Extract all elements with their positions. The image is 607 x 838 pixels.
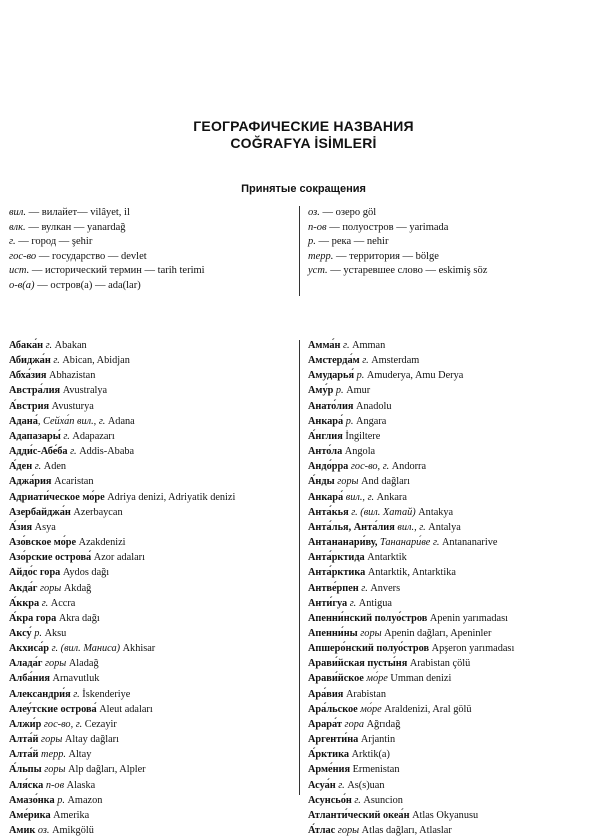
dictionary-entry [308, 778, 604, 793]
entry-headword: Азо́рские острова́ [9, 552, 92, 564]
dictionary-entry [308, 414, 604, 429]
dictionary-entry [308, 444, 604, 459]
entry-translation: Abican, Abidjan [59, 355, 130, 367]
entry-translation: Ağrıdağ [364, 718, 401, 730]
entry-headword: А́тлас [308, 825, 336, 836]
entry-note: г. [359, 355, 369, 367]
dictionary-entry [9, 596, 297, 611]
entry-headword: А́рктика [308, 749, 350, 761]
entry-note: г. [50, 355, 60, 367]
entry-headword: Азербайджа́н [9, 506, 71, 518]
entry-translation: Amuderya, Amu Derya [364, 370, 464, 382]
entry-note: мо́ре [363, 673, 388, 685]
entry-headword: А́встрия [9, 400, 50, 412]
dictionary-entry [9, 656, 297, 671]
entry-translation: Accra [48, 597, 76, 609]
dictionary-entry [9, 474, 297, 489]
entries-right-column [308, 338, 604, 838]
entry-translation: Apenin dağları, Apeninler [381, 627, 492, 639]
abbreviation-line [9, 206, 289, 221]
entry-headword: Аму́р [308, 385, 334, 397]
entry-headword: Алта́й [9, 749, 39, 761]
dictionary-entry [9, 565, 297, 580]
entry-translation: Arnavutluk [49, 673, 100, 685]
entry-translation: Apşeron yarımadası [429, 643, 515, 655]
abbreviation-key: р. [308, 236, 316, 248]
abbreviation-line [9, 264, 289, 279]
entry-headword: Ара́вия [308, 688, 344, 700]
dictionary-entry [308, 762, 604, 777]
dictionary-entry [9, 535, 297, 550]
entry-note: г. [340, 340, 350, 351]
entry-headword: Александри́я [9, 688, 71, 700]
entry-translation: Amerika [50, 809, 90, 821]
abbreviation-key: гос-во [9, 250, 37, 262]
dictionary-entry [308, 656, 604, 671]
entry-headword: Атланти́ческий океа́н [308, 809, 410, 821]
abbreviation-key: терр. [308, 250, 334, 262]
entry-translation: Arabistan [343, 688, 386, 700]
dictionary-entry [308, 581, 604, 596]
abbreviation-key: п-ов [308, 221, 327, 233]
dictionary-entry [9, 520, 297, 535]
entry-note: г. [347, 597, 357, 609]
entry-headword: А́ккра [9, 597, 40, 609]
entry-translation: Amur [343, 385, 371, 397]
abbreviation-key: ист. [9, 265, 30, 277]
entry-note: п-ов [43, 779, 65, 791]
abbreviation-line [308, 221, 598, 236]
entry-headword: Анта́кья [308, 506, 349, 518]
entry-note: горы [37, 582, 62, 594]
entry-note: г. (вил. Хатай) [348, 506, 416, 518]
dictionary-entry [308, 702, 604, 717]
dictionary-entry [308, 520, 604, 535]
dictionary-entry [9, 459, 297, 474]
dictionary-entry [308, 550, 604, 565]
entry-translation: Umman denizi [387, 673, 452, 685]
dictionary-entry [9, 414, 297, 429]
abbreviation-meaning: — устаревшее слово — eskimiş söz [327, 265, 488, 277]
dictionary-entry [308, 717, 604, 732]
dictionary-entry [308, 611, 604, 626]
entry-note: г. [43, 340, 53, 351]
entry-headword: Ара́льское [308, 703, 358, 715]
dictionary-entry [308, 338, 604, 353]
abbreviation-line [9, 279, 289, 294]
column-divider-bottom [299, 340, 300, 795]
dictionary-entry [9, 717, 297, 732]
entry-translation: Amikgölü [49, 825, 94, 836]
abbreviation-meaning: — город — şehir [15, 236, 93, 248]
dictionary-entry [9, 687, 297, 702]
dictionary-entry [9, 626, 297, 641]
entry-note: г. [39, 597, 49, 609]
entry-note: г. (вил. Маниса) [49, 643, 121, 655]
abbreviation-key: оз. [308, 207, 320, 218]
abbreviation-meaning: — государство — devlet [36, 250, 147, 262]
entry-note: г. [60, 430, 70, 442]
entry-headword: А́нглия [308, 430, 343, 442]
entry-headword: Анкара́ [308, 491, 344, 503]
entries-left-column [9, 338, 297, 838]
entry-translation: Abakan [52, 340, 87, 351]
entry-note: горы [42, 658, 67, 670]
entry-headword: Акда́г [9, 582, 38, 594]
entry-headword: Абха́зия [9, 370, 47, 382]
dictionary-entry [9, 823, 297, 838]
entry-translation: Abhazistan [46, 370, 96, 382]
entry-translation: Azakdenizi [76, 537, 126, 549]
entry-note: р. [31, 627, 42, 639]
abbreviation-key: влк. [9, 221, 26, 233]
entry-translation: As(s)uan [344, 779, 385, 791]
abbreviation-meaning: — озеро göl [319, 207, 377, 218]
dictionary-entry [308, 399, 604, 414]
entry-translation: Altay dağları [62, 734, 119, 746]
entry-translation: Arktik(a) [349, 749, 390, 761]
entry-translation: Antananarive [439, 537, 498, 549]
dictionary-entry [9, 444, 297, 459]
entry-translation: Avustralya [60, 385, 108, 397]
entry-headword: Амстерда́м [308, 355, 360, 367]
entry-translation: Altay [65, 749, 92, 761]
entry-headword: Алба́ния [9, 673, 50, 685]
entry-headword: Антананари́ву, [308, 537, 378, 549]
abbreviation-line [9, 221, 289, 236]
entry-translation: Azerbaycan [70, 506, 123, 518]
entry-translation: İngiltere [342, 430, 381, 442]
entry-headword: Азо́вское мо́ре [9, 537, 77, 549]
dictionary-entry [308, 641, 604, 656]
dictionary-entry [308, 429, 604, 444]
page-title-ru: ГЕОГРАФИЧЕСКИЕ НАЗВАНИЯ [193, 118, 414, 134]
entry-translation: Asuncion [360, 794, 403, 806]
entry-note: терр. [38, 749, 66, 761]
entry-note: р. [354, 370, 365, 382]
dictionary-entry [9, 793, 297, 808]
abbreviation-key: уст. [308, 265, 328, 277]
dictionary-entry [308, 368, 604, 383]
entry-translation: Amsterdam [368, 355, 420, 367]
entry-translation: Anadolu [353, 400, 392, 412]
entry-note: г. [358, 582, 368, 594]
entry-note: горы [38, 734, 63, 746]
entry-headword: А́льпы [9, 764, 42, 776]
entry-headword: Антве́рпен [308, 582, 359, 594]
entry-headword: Арме́ния [308, 764, 351, 776]
entry-note: г. [32, 461, 42, 473]
abbreviation-meaning: — полуостров — yarimada [326, 221, 449, 233]
entry-note: горы [41, 764, 66, 776]
dictionary-entry [308, 596, 604, 611]
entry-headword: Апшеро́нский полуо́стров [308, 643, 430, 655]
dictionary-entry [308, 747, 604, 762]
entry-note: гос-во, г. [348, 461, 390, 473]
dictionary-entry [9, 778, 297, 793]
entry-note: горы [335, 825, 360, 836]
entry-note: г. [351, 794, 361, 806]
entry-headword: Анато́лия [308, 400, 354, 412]
entry-translation: Aden [41, 461, 67, 473]
entry-headword: Анта́рктида [308, 552, 365, 564]
dictionary-entry [9, 671, 297, 686]
dictionary-entry [9, 611, 297, 626]
entry-translation: Akra dağı [56, 612, 100, 624]
entry-translation: Alaska [64, 779, 96, 791]
entry-headword: Алеу́тские острова́ [9, 703, 97, 715]
entry-translation: Andorra [389, 461, 427, 473]
dictionary-entry [9, 702, 297, 717]
entry-headword: Анкара́ [308, 415, 344, 427]
dictionary-entry [308, 535, 604, 550]
entry-headword: Адапазары́ [9, 430, 61, 442]
entry-headword: Анти́гуа [308, 597, 348, 609]
entry-note: г. [335, 779, 345, 791]
entry-headword: Асуа́н [308, 779, 336, 791]
entry-note: вил., г. [394, 521, 426, 533]
entry-headword: Арара́т [308, 718, 342, 730]
entry-note: вил., г. [343, 491, 375, 503]
entry-headword: Амма́н [308, 340, 341, 351]
dictionary-entry [308, 793, 604, 808]
dictionary-entry [9, 732, 297, 747]
abbreviation-key: вил. [9, 207, 27, 218]
abbreviation-key: г. [9, 236, 16, 248]
entry-note: горы [357, 627, 382, 639]
entry-translation: Angola [342, 446, 376, 458]
abbreviation-meaning: — исторический термин — tarih terimi [29, 265, 205, 277]
entry-headword: Андо́рра [308, 461, 349, 473]
entry-translation: Azor adaları [91, 552, 145, 564]
dictionary-entry [9, 550, 297, 565]
abbreviation-line [9, 250, 289, 265]
dictionary-entry [9, 581, 297, 596]
entry-translation: Adriya denizi, Adriyatik denizi [104, 491, 236, 503]
entry-translation: Cezayir [82, 718, 117, 730]
entry-translation: Akdağ [61, 582, 92, 594]
entry-translation: Aleut adaları [96, 703, 153, 715]
dictionary-entry [9, 808, 297, 823]
dictionary-entry [308, 353, 604, 368]
entry-translation: Atlas dağları, Atlaslar [359, 825, 452, 836]
dictionary-entry [308, 626, 604, 641]
entry-translation: Aksu [42, 627, 67, 639]
entry-translation: Ankara [374, 491, 407, 503]
entry-headword: А́кра гора [9, 612, 57, 624]
dictionary-entry [9, 505, 297, 520]
dictionary-entry [308, 565, 604, 580]
abbreviation-line [9, 235, 289, 250]
abbreviation-key: о-в(а) [9, 279, 35, 291]
entry-translation: Amazon [64, 794, 103, 806]
entry-translation: Addis-Ababa [76, 446, 135, 458]
entry-headword: Адана́ [9, 415, 38, 427]
entry-translation: Akhisar [120, 643, 156, 655]
dictionary-entry [9, 368, 297, 383]
entry-translation: Araldenizi, Aral gölü [381, 703, 472, 715]
entry-headword: Аме́рика [9, 809, 51, 821]
entry-headword: Амик [9, 825, 36, 836]
entry-headword: Абака́н [9, 340, 44, 351]
dictionary-entry [308, 671, 604, 686]
entry-translation: Antigua [356, 597, 392, 609]
entry-translation: Asya [32, 521, 56, 533]
entry-translation: Arjantin [358, 734, 396, 746]
entry-translation: Acaristan [51, 476, 94, 488]
entry-headword: Амазо́нка [9, 794, 55, 806]
dictionary-entry [308, 808, 604, 823]
abbreviation-meaning: — вулкан — yanardağ [25, 221, 126, 233]
abbreviation-meaning: — территория — bölge [333, 250, 439, 262]
entry-headword: Акхиса́р [9, 643, 50, 655]
entry-translation: İskenderiye [79, 688, 131, 700]
entry-headword: Апенни́ны [308, 627, 358, 639]
entry-headword: Апенни́нский полуо́стров [308, 612, 428, 624]
abbreviation-line [308, 250, 598, 265]
entry-note: гос-во, г. [41, 718, 83, 730]
entry-headword: Аджа́рия [9, 476, 52, 488]
entry-translation: Avusturya [49, 400, 94, 412]
dictionary-entry [9, 747, 297, 762]
entry-headword: Арави́йская пусты́ня [308, 658, 408, 670]
entry-translation: Aydos dağı [60, 567, 110, 579]
entry-note: г. [70, 688, 80, 700]
abbreviations-heading: Принятые сокращения [241, 183, 366, 195]
entry-headword: Алада́г [9, 658, 43, 670]
abbreviation-line [308, 206, 598, 221]
entry-note: горы [334, 476, 359, 488]
dictionary-entry [308, 474, 604, 489]
abbreviations-right [308, 206, 598, 279]
entry-note: мо́ре [357, 703, 382, 715]
entry-note: г. [67, 446, 77, 458]
entry-translation: Aladağ [66, 658, 99, 670]
page-title-tr: COĞRAFYA İSİMLERİ [230, 135, 377, 151]
abbreviation-meaning: — вилайет— vilâyet, il [26, 207, 130, 218]
dictionary-entry [308, 383, 604, 398]
entry-translation: Apenin yarımadası [427, 612, 508, 624]
entry-note: , Сейха́п вил., г. [37, 415, 106, 427]
abbreviation-line [308, 264, 598, 279]
dictionary-entry [308, 490, 604, 505]
entry-headword: Аргенти́на [308, 734, 359, 746]
entry-translation: Antakya [415, 506, 454, 518]
entry-headword: А́нды [308, 476, 335, 488]
dictionary-entry [308, 732, 604, 747]
column-divider-top [299, 206, 300, 296]
entry-headword: Адди́с-Абе́ба [9, 446, 68, 458]
entry-note: р. [54, 794, 65, 806]
dictionary-entry [9, 490, 297, 505]
dictionary-entry [9, 383, 297, 398]
entry-note: Тананари́ве г. [377, 537, 440, 549]
abbreviation-meaning: — река — nehir [315, 236, 389, 248]
entry-headword: А́зия [9, 521, 33, 533]
dictionary-entry [308, 505, 604, 520]
dictionary-entry [9, 353, 297, 368]
dictionary-entry [9, 429, 297, 444]
entry-note: р. [343, 415, 354, 427]
entry-note: оз. [35, 825, 50, 836]
entry-translation: Ermenistan [350, 764, 400, 776]
entry-headword: Анта́лья, Анта́лия [308, 521, 395, 533]
entry-translation: Adana [105, 415, 135, 427]
dictionary-entry [308, 823, 604, 838]
dictionary-entry [9, 399, 297, 414]
entry-headword: Алта́й [9, 734, 39, 746]
entry-note: р. [333, 385, 344, 397]
dictionary-entry [9, 762, 297, 777]
entry-headword: Австра́лия [9, 385, 61, 397]
entry-headword: Асунсьо́н [308, 794, 352, 806]
dictionary-entry [9, 338, 297, 353]
entry-headword: Анто́ла [308, 446, 343, 458]
entry-translation: Amman [349, 340, 386, 351]
dictionary-entry [308, 459, 604, 474]
entry-headword: Абиджа́н [9, 355, 51, 367]
entry-note: гора [341, 718, 365, 730]
abbreviation-line [308, 235, 598, 250]
entry-translation: Anvers [367, 582, 401, 594]
entry-headword: Алжи́р [9, 718, 42, 730]
entry-headword: Аксу́ [9, 627, 32, 639]
entry-headword: Амударья́ [308, 370, 355, 382]
entry-translation: And dağları [358, 476, 410, 488]
entry-translation: Adapazarı [69, 430, 115, 442]
abbreviation-meaning: — остров(а) — ada(lar) [34, 279, 141, 291]
entry-headword: Айдо́с гора [9, 567, 61, 579]
entry-translation: Antalya [425, 521, 461, 533]
entry-translation: Antarktik, Antarktika [365, 567, 456, 579]
entry-translation: Arabistan çölü [407, 658, 471, 670]
entry-translation: Angara [353, 415, 387, 427]
entry-headword: Аля́ска [9, 779, 44, 791]
entry-translation: Atlas Okyanusu [409, 809, 479, 821]
dictionary-entry [9, 641, 297, 656]
dictionary-entry [308, 687, 604, 702]
entry-headword: А́ден [9, 461, 33, 473]
entry-headword: Адриати́ческое мо́ре [9, 491, 105, 503]
abbreviations-left [9, 206, 289, 294]
entry-translation: Antarktik [364, 552, 407, 564]
entry-headword: Арави́йское [308, 673, 364, 685]
entry-translation: Alp dağları, Alpler [65, 764, 146, 776]
entry-headword: Анта́рктика [308, 567, 366, 579]
